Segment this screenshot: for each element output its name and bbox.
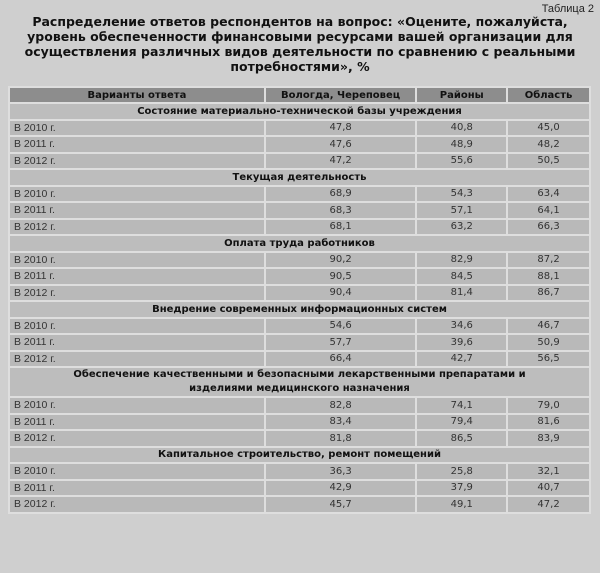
table-row bbox=[9, 252, 590, 269]
value-cell: 37,9 bbox=[416, 480, 507, 497]
value-cell: 90,4 bbox=[265, 285, 417, 302]
year-cell: В 2012 г. bbox=[9, 351, 265, 368]
value-cell: 48,9 bbox=[416, 136, 507, 153]
year-cell: В 2011 г. bbox=[9, 334, 265, 351]
year-cell: В 2012 г. bbox=[9, 153, 265, 170]
table-row bbox=[9, 496, 590, 513]
value-cell: 86,7 bbox=[507, 285, 590, 302]
value-cell: 25,8 bbox=[416, 463, 507, 480]
value-cell: 54,3 bbox=[416, 186, 507, 203]
table-row bbox=[9, 285, 590, 302]
value-cell: 47,8 bbox=[265, 120, 417, 137]
table-row bbox=[9, 153, 590, 170]
table-row bbox=[9, 202, 590, 219]
column-header: Область bbox=[507, 87, 590, 103]
value-cell: 64,1 bbox=[507, 202, 590, 219]
section-title: Обеспечение качественными и безопасными лекарственными препаратами и изделиями медицинского назначения bbox=[9, 367, 590, 397]
value-cell: 55,6 bbox=[416, 153, 507, 170]
value-cell: 47,2 bbox=[507, 496, 590, 513]
column-header: Варианты ответа bbox=[9, 87, 265, 103]
value-cell: 40,8 bbox=[416, 120, 507, 137]
value-cell: 68,1 bbox=[265, 219, 417, 236]
table-row bbox=[9, 219, 590, 236]
value-cell: 49,1 bbox=[416, 496, 507, 513]
value-cell: 45,7 bbox=[265, 496, 417, 513]
year-cell: В 2011 г. bbox=[9, 136, 265, 153]
value-cell: 63,4 bbox=[507, 186, 590, 203]
value-cell: 88,1 bbox=[507, 268, 590, 285]
value-cell: 74,1 bbox=[416, 397, 507, 414]
table-row bbox=[9, 430, 590, 447]
table-row bbox=[9, 186, 590, 203]
year-cell: В 2010 г. bbox=[9, 318, 265, 335]
value-cell: 56,5 bbox=[507, 351, 590, 368]
section-row bbox=[9, 301, 590, 318]
value-cell: 79,4 bbox=[416, 414, 507, 431]
value-cell: 82,8 bbox=[265, 397, 417, 414]
table-title: Распределение ответов респондентов на вопрос: «Оцените, пожалуйста, уровень обеспеченности финансовыми ресурсами вашей организации для осуществления различных видов деятельности по сравнению с реальными потребностями», % bbox=[24, 14, 576, 74]
table-label: Таблица 2 bbox=[541, 3, 594, 15]
section-row bbox=[9, 103, 590, 120]
value-cell: 54,6 bbox=[265, 318, 417, 335]
section-title: Состояние материально-технической базы учреждения bbox=[9, 103, 590, 120]
value-cell: 81,6 bbox=[507, 414, 590, 431]
section-row bbox=[9, 169, 590, 186]
value-cell: 86,5 bbox=[416, 430, 507, 447]
year-cell: В 2011 г. bbox=[9, 414, 265, 431]
value-cell: 47,6 bbox=[265, 136, 417, 153]
value-cell: 50,9 bbox=[507, 334, 590, 351]
year-cell: В 2012 г. bbox=[9, 219, 265, 236]
year-cell: В 2010 г. bbox=[9, 252, 265, 269]
value-cell: 47,2 bbox=[265, 153, 417, 170]
value-cell: 45,0 bbox=[507, 120, 590, 137]
value-cell: 57,7 bbox=[265, 334, 417, 351]
value-cell: 90,2 bbox=[265, 252, 417, 269]
year-cell: В 2010 г. bbox=[9, 120, 265, 137]
value-cell: 48,2 bbox=[507, 136, 590, 153]
value-cell: 42,9 bbox=[265, 480, 417, 497]
table-row bbox=[9, 268, 590, 285]
year-cell: В 2010 г. bbox=[9, 397, 265, 414]
value-cell: 40,7 bbox=[507, 480, 590, 497]
year-cell: В 2010 г. bbox=[9, 186, 265, 203]
value-cell: 32,1 bbox=[507, 463, 590, 480]
value-cell: 36,3 bbox=[265, 463, 417, 480]
section-title: Капитальное строительство, ремонт помещений bbox=[9, 447, 590, 464]
year-cell: В 2010 г. bbox=[9, 463, 265, 480]
value-cell: 66,4 bbox=[265, 351, 417, 368]
value-cell: 66,3 bbox=[507, 219, 590, 236]
value-cell: 57,1 bbox=[416, 202, 507, 219]
table-row bbox=[9, 414, 590, 431]
section-row bbox=[9, 235, 590, 252]
value-cell: 81,4 bbox=[416, 285, 507, 302]
header-row bbox=[9, 87, 590, 103]
value-cell: 82,9 bbox=[416, 252, 507, 269]
section-title: Внедрение современных информационных систем bbox=[9, 301, 590, 318]
section-row bbox=[9, 367, 590, 397]
value-cell: 81,8 bbox=[265, 430, 417, 447]
table-row bbox=[9, 334, 590, 351]
value-cell: 50,5 bbox=[507, 153, 590, 170]
value-cell: 90,5 bbox=[265, 268, 417, 285]
value-cell: 39,6 bbox=[416, 334, 507, 351]
value-cell: 46,7 bbox=[507, 318, 590, 335]
value-cell: 63,2 bbox=[416, 219, 507, 236]
value-cell: 79,0 bbox=[507, 397, 590, 414]
table-row bbox=[9, 480, 590, 497]
section-title: Оплата труда работников bbox=[9, 235, 590, 252]
value-cell: 42,7 bbox=[416, 351, 507, 368]
column-header: Вологда, Череповец bbox=[265, 87, 417, 103]
table-row bbox=[9, 120, 590, 137]
table-row bbox=[9, 463, 590, 480]
table-row bbox=[9, 397, 590, 414]
value-cell: 34,6 bbox=[416, 318, 507, 335]
section-row bbox=[9, 447, 590, 464]
table-row bbox=[9, 351, 590, 368]
value-cell: 68,3 bbox=[265, 202, 417, 219]
table-row bbox=[9, 318, 590, 335]
year-cell: В 2011 г. bbox=[9, 480, 265, 497]
column-header: Районы bbox=[416, 87, 507, 103]
year-cell: В 2012 г. bbox=[9, 430, 265, 447]
value-cell: 83,9 bbox=[507, 430, 590, 447]
year-cell: В 2012 г. bbox=[9, 285, 265, 302]
section-title: Текущая деятельность bbox=[9, 169, 590, 186]
value-cell: 84,5 bbox=[416, 268, 507, 285]
value-cell: 83,4 bbox=[265, 414, 417, 431]
value-cell: 87,2 bbox=[507, 252, 590, 269]
year-cell: В 2011 г. bbox=[9, 202, 265, 219]
table-row bbox=[9, 136, 590, 153]
value-cell: 68,9 bbox=[265, 186, 417, 203]
year-cell: В 2011 г. bbox=[9, 268, 265, 285]
data-table bbox=[8, 86, 591, 514]
year-cell: В 2012 г. bbox=[9, 496, 265, 513]
